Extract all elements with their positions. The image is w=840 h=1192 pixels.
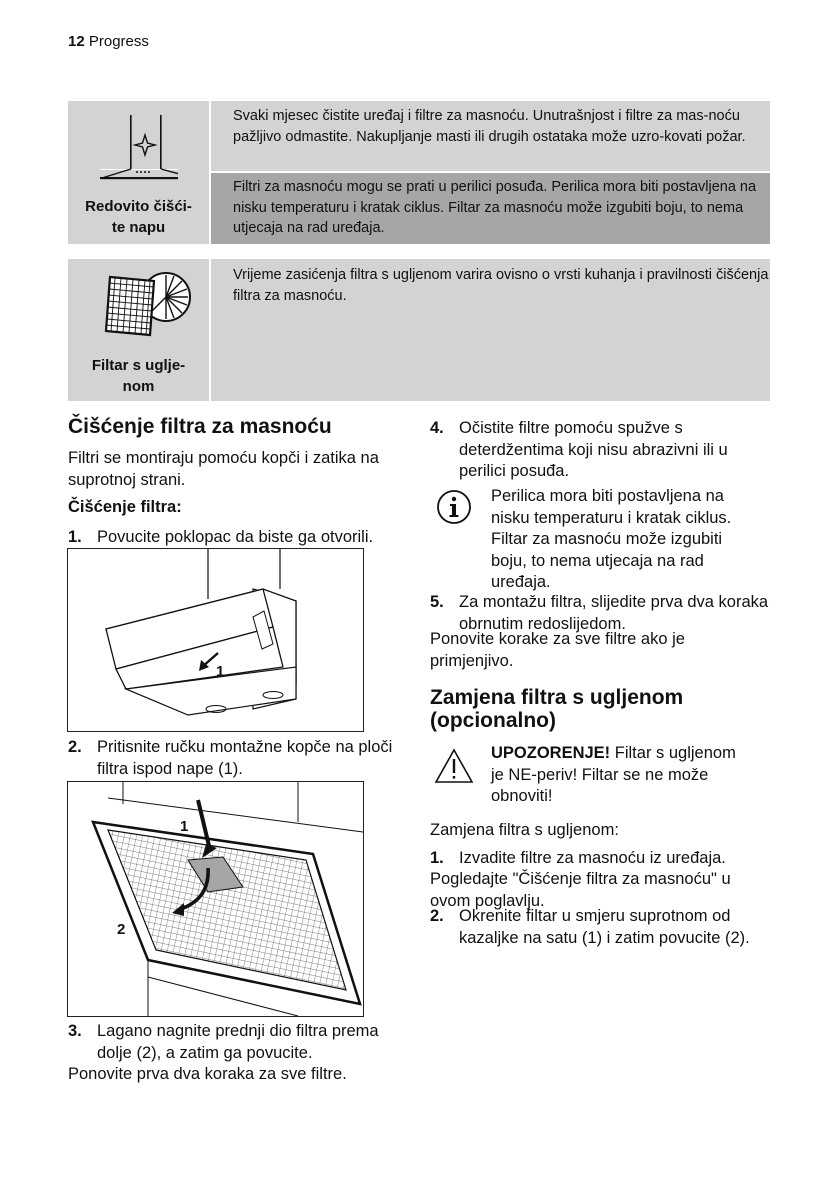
filter-panel-illustration bbox=[68, 782, 363, 1016]
replace-step-1 bbox=[430, 848, 770, 870]
step-2 bbox=[68, 737, 413, 780]
figure1-callout-1: 1 bbox=[216, 663, 225, 680]
warning-note bbox=[491, 743, 751, 808]
warning-label: UPOZORENJE! bbox=[491, 744, 611, 762]
carbon-row-text: Vrijeme zasićenja filtra s ugljenom varira ovisno o vrsti kuhanja i pravilnosti čišćenja filtra za masnoću. bbox=[233, 267, 769, 304]
step-4 bbox=[430, 418, 770, 483]
replace-intro: Zamjena filtra s ugljenom: bbox=[430, 821, 619, 839]
step-3 bbox=[68, 1021, 413, 1064]
info-icon bbox=[436, 489, 472, 525]
replace-step-2-number: 2. bbox=[430, 907, 444, 925]
info-note: Perilica mora biti postavljena na nisku temperaturu i kratak ciklus. Filtar za masnoću može izgubiti boju, to nema utjecaja na rad uređaja. bbox=[491, 487, 732, 591]
cleaning-subheading: Čišćenje filtra: bbox=[68, 498, 182, 516]
cleaning-row2-text: Filtri za masnoću mogu se prati u perilici posuđa. Perilica mora biti postavljena na nisku temperaturu i kratak ciklus. Filtar za masnoću može izgubiti boju, to nema utjecaja na rad uređaja. bbox=[233, 179, 757, 236]
figure2-callout-1: 1 bbox=[180, 818, 189, 835]
step-4-text: Očistite filtre pomoću spužve s deterdžentima koji nisu abrazivni ili u perilici posuđa. bbox=[459, 419, 728, 480]
carbon-label-cell bbox=[68, 259, 209, 401]
carbon-label: Filtar s uglje- nom bbox=[91, 357, 186, 395]
replace-step-1-number: 1. bbox=[430, 849, 444, 867]
step-1 bbox=[68, 527, 413, 549]
cleaning-row1 bbox=[211, 101, 770, 171]
replace-step-1-text: Izvadite filtre za masnoću iz uređaja. bbox=[459, 849, 726, 867]
carbon-row bbox=[211, 259, 770, 401]
step-1-number: 1. bbox=[68, 528, 82, 546]
step-3-number: 3. bbox=[68, 1022, 82, 1040]
grease-filter-intro: Filtri se montiraju pomoću kopči i zatika na suprotnoj strani. bbox=[68, 449, 379, 489]
figure-open-cover bbox=[67, 548, 364, 732]
figure-filter-release bbox=[67, 781, 364, 1017]
replace-step-2-text: Okrenite filtar u smjeru suprotnom od kazaljke na satu (1) i zatim povucite (2). bbox=[459, 907, 750, 947]
replace-step-1-continued: Pogledajte "Čišćenje filtra za masnoću" u ovom poglavlju. bbox=[430, 870, 731, 910]
hood-open-illustration bbox=[68, 549, 363, 731]
cleaning-row2 bbox=[211, 173, 770, 244]
step-5-number: 5. bbox=[430, 593, 444, 611]
step-2-text: Pritisnite ručku montažne kopče na ploči filtra ispod nape (1). bbox=[97, 738, 393, 778]
figure2-callout-2: 2 bbox=[117, 921, 126, 938]
replace-step-2 bbox=[430, 906, 770, 949]
repeat-note-right: Ponovite korake za sve filtre ako je primjenjivo. bbox=[430, 630, 685, 670]
page-header bbox=[68, 33, 149, 50]
step-3-text: Lagano nagnite prednji dio filtra prema dolje (2), a zatim ga povucite. bbox=[97, 1022, 379, 1062]
step-2-number: 2. bbox=[68, 738, 82, 756]
cleaning-label: Redovito čišći- te napu bbox=[85, 198, 192, 236]
repeat-note-left: Ponovite prva dva koraka za sve filtre. bbox=[68, 1065, 347, 1083]
cleaning-row1-text: Svaki mjesec čistite uređaj i filtre za masnoću. Unutrašnjost i filtre za mas-noću pažljivo odmastite. Nakupljanje masti ili drugih ostataka može uzro-kovati požar. bbox=[233, 108, 746, 145]
brand-name: Progress bbox=[88, 33, 149, 50]
cooker-hood-icon bbox=[98, 111, 178, 191]
warning-icon bbox=[434, 748, 474, 784]
step-1-text: Povucite poklopac da biste ga otvorili. bbox=[97, 528, 374, 546]
step-5-text: Za montažu filtra, slijedite prva dva koraka obrnutim redoslijedom. bbox=[459, 593, 769, 633]
step-4-number: 4. bbox=[430, 419, 444, 437]
page-number: 12 bbox=[68, 33, 85, 50]
warning-text: Filtar s ugljenom je NE-periv! Filtar se ne može obnoviti! bbox=[491, 744, 736, 805]
carbon-filter-icon bbox=[102, 267, 194, 347]
grease-filter-heading: Čišćenje filtra za masnoću bbox=[68, 415, 332, 438]
cleaning-label-cell bbox=[68, 101, 209, 244]
carbon-filter-heading: Zamjena filtra s ugljenom (opcionalno) bbox=[430, 686, 684, 732]
